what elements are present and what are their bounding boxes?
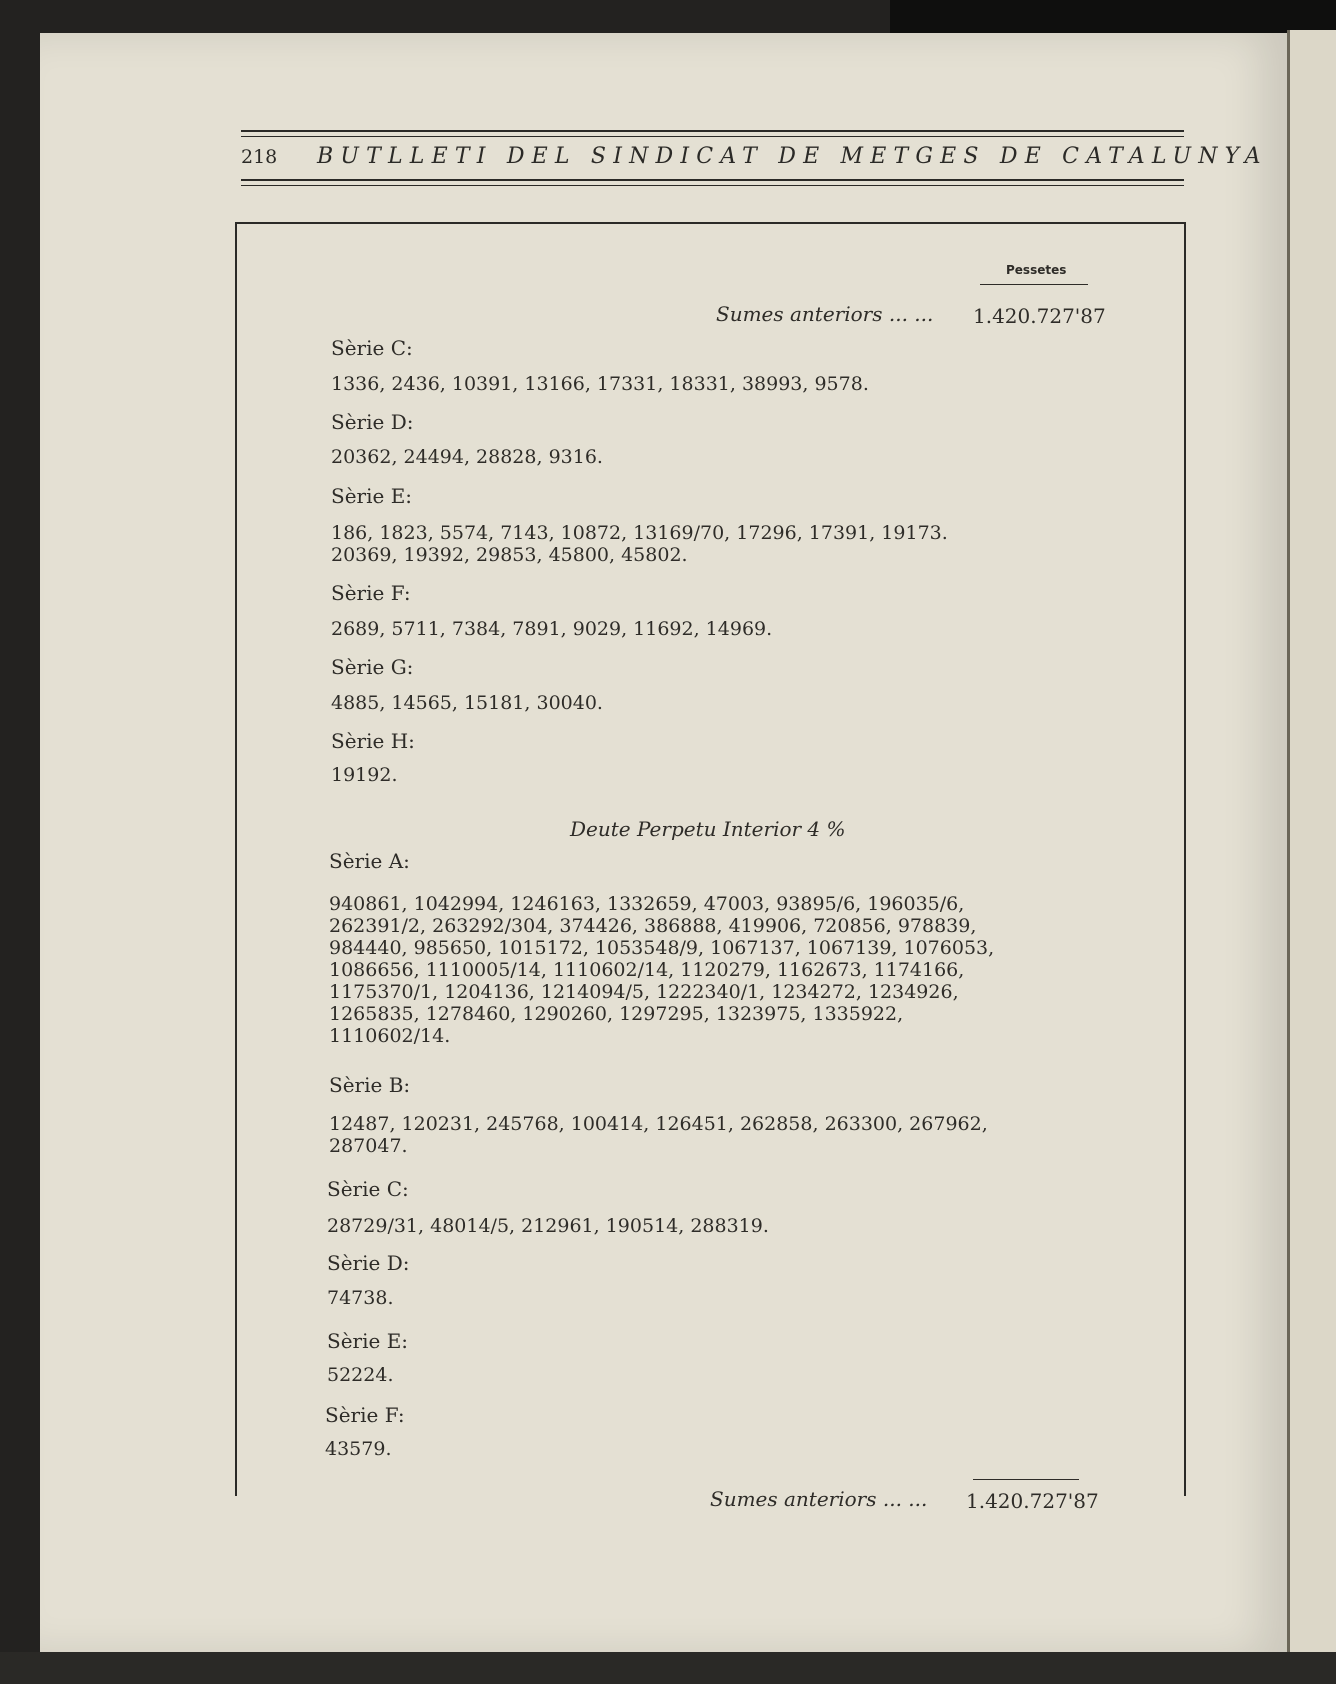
series-label: Sèrie F: bbox=[325, 1403, 405, 1427]
series-numbers: 43579. bbox=[325, 1438, 392, 1460]
series-numbers: 74738. bbox=[327, 1287, 394, 1309]
carry-forward-amount-bottom: 1.420.727'87 bbox=[966, 1489, 1099, 1513]
scanner-bottom-edge bbox=[0, 1652, 1336, 1684]
facing-page-edge bbox=[1287, 30, 1336, 1660]
carry-forward-label-top: Sumes anteriors ... ... bbox=[716, 302, 934, 326]
series-numbers: 262391/2, 263292/304, 374426, 386888, 419906, 720856, 978839, bbox=[329, 915, 977, 937]
series-numbers: 186, 1823, 5574, 7143, 10872, 13169/70, 17296, 17391, 19173. bbox=[331, 522, 948, 544]
column-header-pessetes: Pessetes bbox=[1006, 263, 1067, 277]
series-label: Sèrie A: bbox=[329, 849, 410, 873]
series-label: Sèrie H: bbox=[331, 729, 415, 753]
series-label: Sèrie C: bbox=[331, 336, 413, 360]
series-label: Sèrie E: bbox=[331, 484, 413, 508]
running-header bbox=[241, 144, 1268, 174]
series-label: Sèrie B: bbox=[329, 1073, 411, 1097]
header-rule-bottom-thin bbox=[241, 185, 1184, 186]
series-label: Sèrie D: bbox=[327, 1251, 410, 1275]
series-numbers: 19192. bbox=[331, 764, 398, 786]
series-label: Sèrie D: bbox=[331, 410, 414, 434]
page-number: 218 bbox=[241, 146, 278, 168]
journal-title: BUTLLETI DEL SINDICAT DE METGES DE CATALUNYA bbox=[317, 144, 1268, 169]
series-numbers: 1175370/1, 1204136, 1214094/5, 1222340/1, 1234272, 1234926, bbox=[329, 981, 959, 1003]
series-label: Sèrie G: bbox=[331, 655, 414, 679]
series-numbers: 20369, 19392, 29853, 45800, 45802. bbox=[331, 544, 688, 566]
total-rule bbox=[973, 1479, 1079, 1480]
header-rule-top bbox=[241, 130, 1184, 132]
series-numbers: 1336, 2436, 10391, 13166, 17331, 18331, 38993, 9578. bbox=[331, 373, 869, 395]
series-label: Sèrie F: bbox=[331, 581, 411, 605]
series-numbers: 2689, 5711, 7384, 7891, 9029, 11692, 14969. bbox=[331, 618, 773, 640]
column-header-rule bbox=[980, 284, 1088, 285]
header-rule-bottom bbox=[241, 179, 1184, 181]
series-numbers: 20362, 24494, 28828, 9316. bbox=[331, 446, 603, 468]
series-numbers: 52224. bbox=[327, 1364, 394, 1386]
series-numbers: 1110602/14. bbox=[329, 1025, 451, 1047]
series-numbers: 28729/31, 48014/5, 212961, 190514, 288319. bbox=[327, 1215, 769, 1237]
series-numbers: 1265835, 1278460, 1290260, 1297295, 1323975, 1335922, bbox=[329, 1003, 904, 1025]
section-title: Deute Perpetu Interior 4 % bbox=[570, 817, 846, 841]
header-rule-top-thin bbox=[241, 136, 1184, 137]
carry-forward-amount-top: 1.420.727'87 bbox=[973, 304, 1106, 328]
series-numbers: 287047. bbox=[329, 1135, 408, 1157]
series-numbers: 1086656, 1110005/14, 1110602/14, 1120279, 1162673, 1174166, bbox=[329, 959, 965, 981]
series-label: Sèrie E: bbox=[327, 1329, 409, 1353]
scanner-edge bbox=[890, 0, 1336, 33]
series-numbers: 12487, 120231, 245768, 100414, 126451, 262858, 263300, 267962, bbox=[329, 1113, 988, 1135]
series-numbers: 940861, 1042994, 1246163, 1332659, 47003, 93895/6, 196035/6, bbox=[329, 893, 965, 915]
carry-forward-label-bottom: Sumes anteriors ... ... bbox=[710, 1487, 928, 1511]
series-numbers: 4885, 14565, 15181, 30040. bbox=[331, 692, 603, 714]
series-label: Sèrie C: bbox=[327, 1177, 409, 1201]
series-numbers: 984440, 985650, 1015172, 1053548/9, 1067137, 1067139, 1076053, bbox=[329, 937, 995, 959]
